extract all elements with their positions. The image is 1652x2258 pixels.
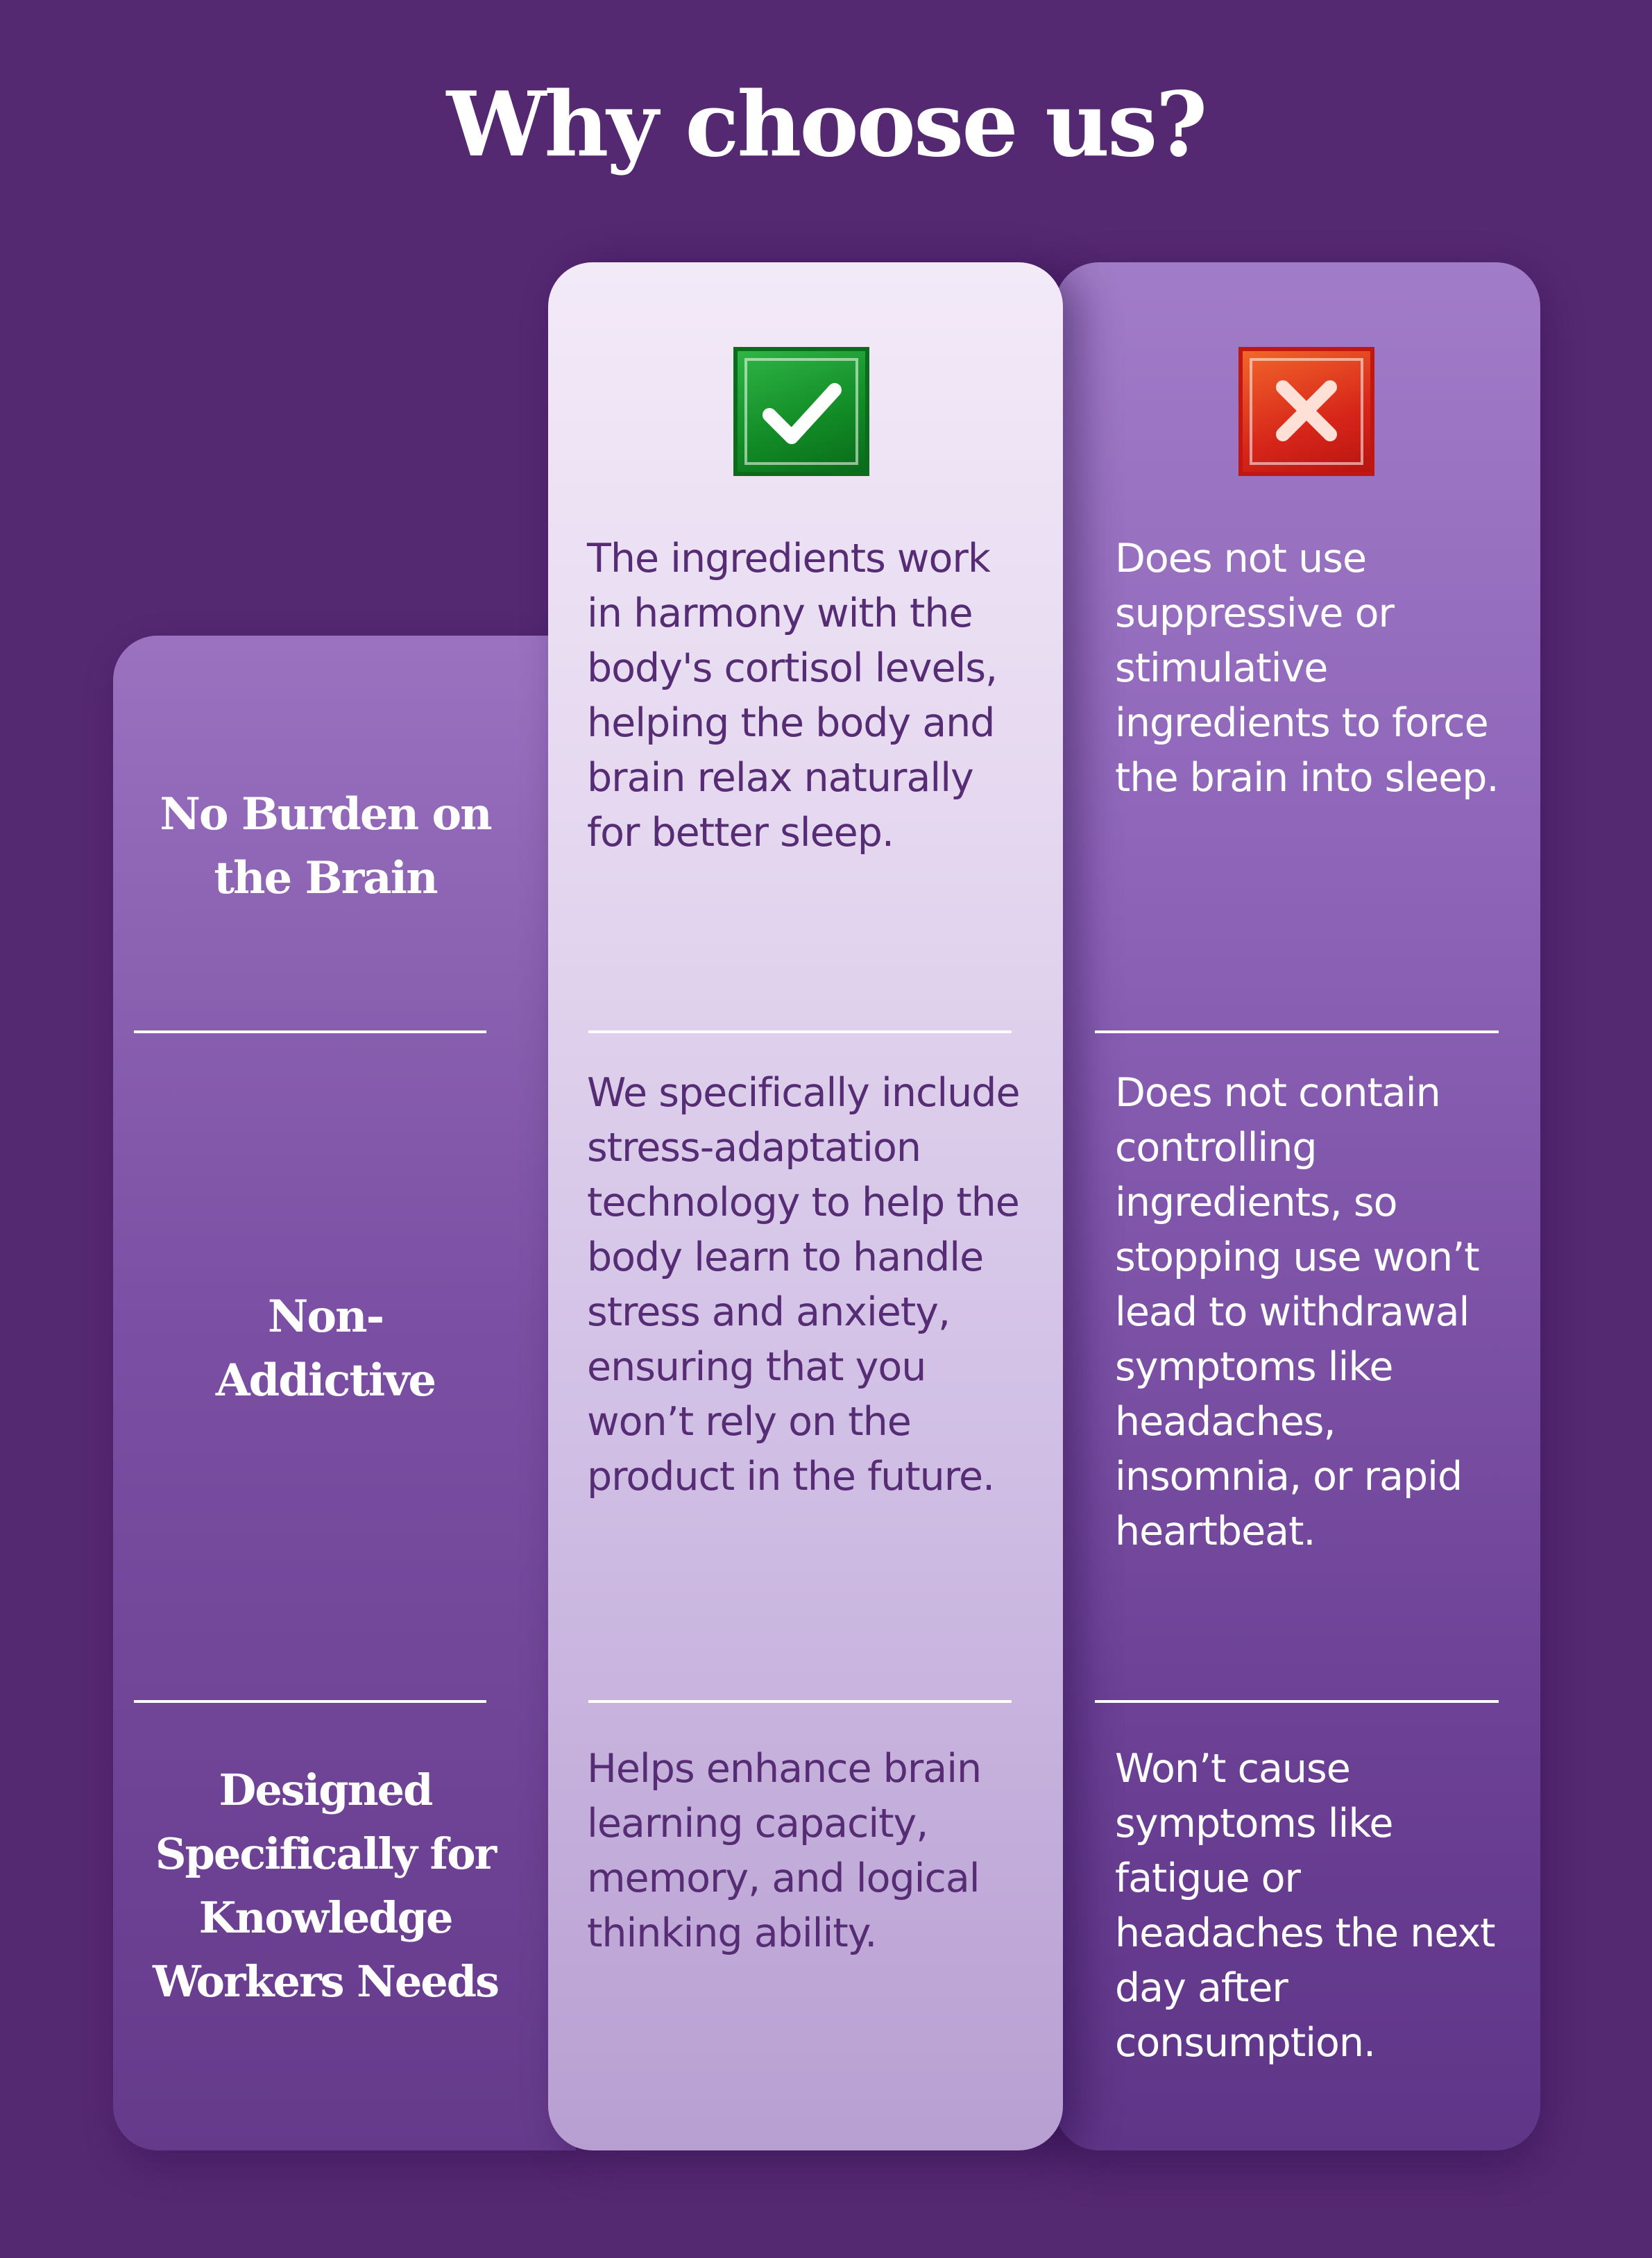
competitor-cell-knowledge-workers: Won’t cause symptoms like fatigue or headaches the next day after consumption.: [1115, 1746, 1495, 2066]
row-divider: [1095, 1030, 1499, 1033]
row-divider: [588, 1030, 1012, 1033]
page-title: Why choose us?: [446, 73, 1206, 177]
cross-icon: [1238, 347, 1374, 476]
row-label-non-addictive: Non-Addictive: [215, 1291, 436, 1407]
competitor-cell-non-addictive: Does not contain controlling ingredients, so stopping use won’t lead to withdrawal symptoms like headaches, insomnia, or rapid heartbeat.: [1115, 1070, 1479, 1554]
row-label-no-burden: No Burden on the Brain: [160, 788, 491, 904]
row-divider: [134, 1700, 486, 1703]
competitor-cell-no-burden: Does not use suppressive or stimulative ingredients to force the brain into sleep.: [1115, 536, 1499, 801]
row-label-knowledge-workers: Designed Specifically for Knowledge Workers Needs: [153, 1765, 498, 2007]
row-divider: [588, 1700, 1012, 1703]
row-divider: [1095, 1700, 1499, 1703]
check-icon: [733, 347, 869, 476]
row-divider: [134, 1030, 486, 1033]
our-product-cell-no-burden: The ingredients work in harmony with the body's cortisol levels, helping the body and brain relax naturally for better sleep.: [587, 536, 998, 856]
our-product-cell-non-addictive: We specifically include stress-adaptation technology to help the body learn to handle stress and anxiety, ensuring that you won’t rely on the product in the future.: [587, 1070, 1020, 1500]
our-product-cell-knowledge-workers: Helps enhance brain learning capacity, memory, and logical thinking ability.: [587, 1746, 982, 1956]
